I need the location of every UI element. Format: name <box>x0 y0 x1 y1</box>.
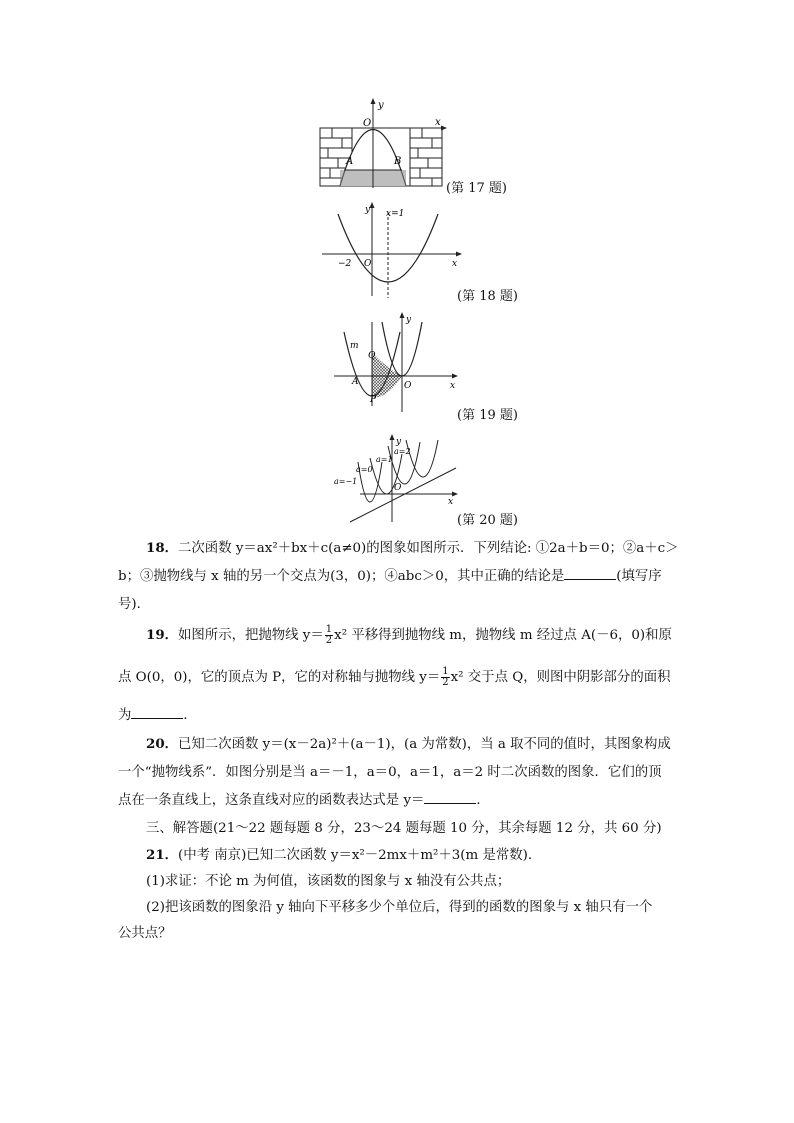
q21-line1 <box>146 844 541 863</box>
q19-text-1b: x² 平移得到抛物线 m，抛物线 m 经过点 A(－6，0)和原 <box>334 628 672 643</box>
f19-m-label: m <box>350 341 359 351</box>
f18-y-label: y <box>365 205 371 215</box>
q19-line3 <box>118 704 197 723</box>
q19-frac-num-1: 1 <box>325 624 333 635</box>
figure-18 <box>318 200 468 300</box>
figure-20-caption: (第 20 题) <box>457 513 518 528</box>
q18-text-2b: (填写序 <box>616 569 662 584</box>
f18-neg2-label: −2 <box>338 259 352 269</box>
f20-a2-label: a=2 <box>394 447 411 456</box>
q21-sub1: (1)求证：不论 m 为何值，该函数的图象与 x 轴没有公共点； <box>146 874 511 889</box>
q21-text-1: (中考 南京)已知二次函数 y＝x²－2mx＋m²＋3(m 是常数)． <box>178 848 542 863</box>
f17-point-b-label: B <box>394 156 402 167</box>
q19-frac-den-1: 2 <box>325 635 333 646</box>
figure-19-diagram <box>330 310 464 416</box>
q20-text-3: 点在一条直线上，这条直线对应的函数表达式是 y＝ <box>118 793 425 808</box>
q19-number: 19． <box>146 627 179 643</box>
figure-17 <box>312 98 452 194</box>
q19-text-2b: x² 交于点 Q，则图中阴影部分的面积 <box>450 670 671 685</box>
q18-line3 <box>118 593 150 612</box>
figure-17-caption: (第 17 题) <box>446 181 507 196</box>
f19-y-label: y <box>406 315 412 325</box>
f20-y-label: y <box>396 437 402 447</box>
figure-17-diagram <box>312 98 452 194</box>
section-3-heading: 三、解答题(21～22 题每题 8 分，23～24 题每题 10 分，其余每题 12 分，共 60 分) <box>146 821 662 836</box>
f20-a-neg1-label: a=−1 <box>334 477 358 486</box>
f17-x-label: x <box>435 117 441 128</box>
q19-line1 <box>146 624 672 646</box>
q20-text-2: 一个“抛物线系”．如图分别是当 a＝－1，a＝0，a＝1，a＝2 时二次函数的图象．它们的顶 <box>118 765 662 780</box>
q20-number: 20． <box>146 736 179 752</box>
figure-20-diagram <box>330 432 460 524</box>
f19-q-label: Q <box>368 351 376 361</box>
q18-line1 <box>146 537 679 556</box>
q18-text-3: 号)． <box>118 597 151 612</box>
q19-fraction-2 <box>441 667 449 688</box>
figure-20 <box>330 432 460 524</box>
q21-sub2-line2: 公共点？ <box>118 926 172 941</box>
figure-18-diagram <box>318 200 468 300</box>
q18-text-1: 二次函数 y＝ax²＋bx＋c(a≠0)的图象如图所示．下列结论: ①2a＋b＝0；②a＋c＞ <box>178 541 679 556</box>
f20-x-label: x <box>448 497 454 507</box>
f20-a0-label: a=0 <box>356 465 373 474</box>
f17-point-a-label: A <box>346 156 354 167</box>
f18-x1-label: x=1 <box>386 209 405 219</box>
q18-line2 <box>118 565 662 584</box>
q18-number: 18． <box>146 540 179 556</box>
q21-number: 21． <box>146 847 179 863</box>
figure-19 <box>330 310 464 416</box>
q19-fraction-1 <box>325 625 333 646</box>
q18-answer-blank <box>564 566 616 580</box>
q20-line2 <box>118 761 662 780</box>
q20-answer-blank <box>424 790 476 804</box>
f18-x-label: x <box>452 259 458 269</box>
q19-text-3-end: ． <box>183 708 197 723</box>
f17-y-label: y <box>378 100 384 111</box>
q19-frac-den-2: 2 <box>442 677 449 688</box>
q21-sub2-line1: (2)把该函数的图象沿 y 轴向下平移多少个单位后，得到的函数的图象与 x 轴只有一个 <box>146 900 653 915</box>
figure-19-caption: (第 19 题) <box>457 408 518 423</box>
q20-text-3-end: ． <box>476 793 490 808</box>
f19-a-label: A <box>352 377 359 387</box>
q19-text-2a: 点 O(0，0)，它的顶点为 P，它的对称轴与抛物线 y＝ <box>118 670 441 685</box>
f20-a1-label: a=1 <box>376 455 393 464</box>
f19-x-label: x <box>450 381 456 391</box>
figure-18-caption: (第 18 题) <box>457 289 518 304</box>
q19-answer-blank <box>131 705 183 719</box>
f19-p-label: P <box>370 395 377 405</box>
q19-frac-num-2: 1 <box>442 666 449 677</box>
q20-line3 <box>118 789 490 808</box>
q19-line2 <box>118 666 671 688</box>
f20-origin-label: O <box>394 483 402 493</box>
f18-origin-label: O <box>364 259 372 269</box>
q20-text-1: 已知二次函数 y＝(x－2a)²＋(a－1)，(a 为常数)，当 a 取不同的值时，其图象构成 <box>178 737 671 752</box>
q19-text-3: 为 <box>118 708 132 723</box>
q20-line1 <box>146 733 671 752</box>
f17-origin-label: O <box>363 118 372 129</box>
f19-origin-label: O <box>404 381 412 391</box>
q18-text-2: b；③抛物线与 x 轴的另一个交点为(3，0)；④abc＞0，其中正确的结论是 <box>118 569 565 584</box>
q19-text-1a: 如图所示，把抛物线 y＝ <box>178 628 324 643</box>
